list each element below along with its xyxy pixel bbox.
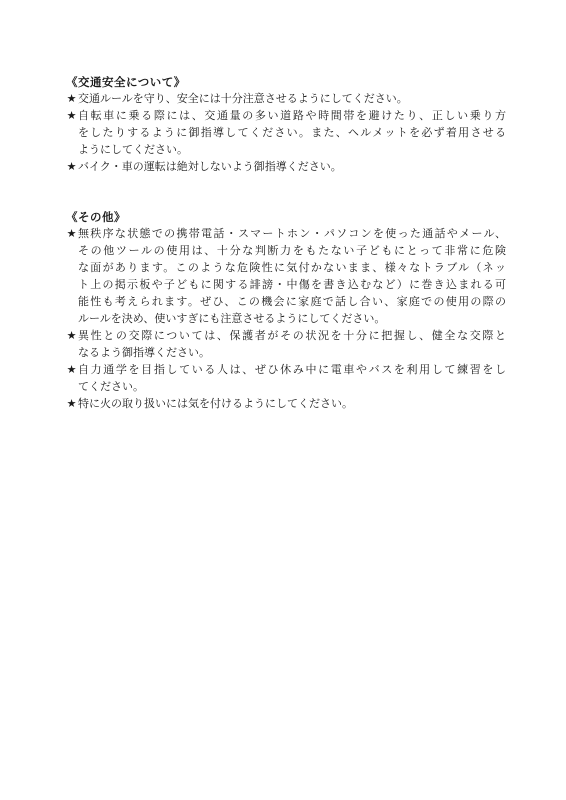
item-text-line: ルールを決め、使いすぎにも注意させるようにしてください。 [78,312,386,325]
star-bullet-icon: ★ [66,160,77,173]
item-text-line: バイク・車の運転は絶対しないよう御指導ください。 [78,160,342,173]
item-text-line: 交通ルールを守り、安全には十分注意させるようにしてください。 [78,92,408,105]
star-bullet-icon: ★ [66,397,77,410]
item-text-line: なるよう御指導ください。 [78,346,210,359]
item-text-line: 無秩序な状態での携帯電話・スマートホン・パソコンを使った通話やメール、 [78,227,506,240]
item-text-line: 特に火の取り扱いには気を付けるようにしてください。 [78,397,353,410]
list-item [66,395,506,412]
list-item [66,225,506,327]
list-item [66,361,506,395]
list-item [66,107,506,158]
item-text-line: をしたりするように御指導してください。また、ヘルメットを必ず着用させる [78,126,506,139]
list-item [66,327,506,361]
item-text-line: 異性との交際については、保護者がその状況を十分に把握し、健全な交際と [78,329,506,342]
section-heading-traffic-safety: 《交通安全について》 [66,75,186,89]
star-bullet-icon: ★ [66,329,77,342]
item-text-line: その他ツールの使用は、十分な判断力をもたない子どもにとって非常に危険 [78,244,506,257]
item-text-line: 自転車に乗る際には、交通量の多い道路や時間帯を避けたり、正しい乗り方 [78,109,506,122]
list-item [66,90,506,107]
item-text-line: ようにしてください。 [78,143,188,156]
star-bullet-icon: ★ [66,227,77,240]
star-bullet-icon: ★ [66,109,77,122]
list-item [66,158,506,175]
star-bullet-icon: ★ [66,92,77,105]
item-text-line: ト上の掲示板や子どもに関する誹謗・中傷を書き込むなど）に巻き込まれる可 [78,278,506,291]
star-bullet-icon: ★ [66,363,77,376]
item-text-line: な面があります。このような危険性に気付かないまま、様々なトラブル（ネッ [78,261,506,274]
section-heading-other: 《その他》 [66,210,126,224]
item-text-line: てください。 [78,380,144,393]
item-text-line: 自力通学を目指している人は、ぜひ休み中に電車やバスを利用して練習をし [78,363,506,376]
item-text-line: 能性も考えられます。ぜひ、この機会に家庭で話し合い、家庭での使用の際の [78,295,506,308]
